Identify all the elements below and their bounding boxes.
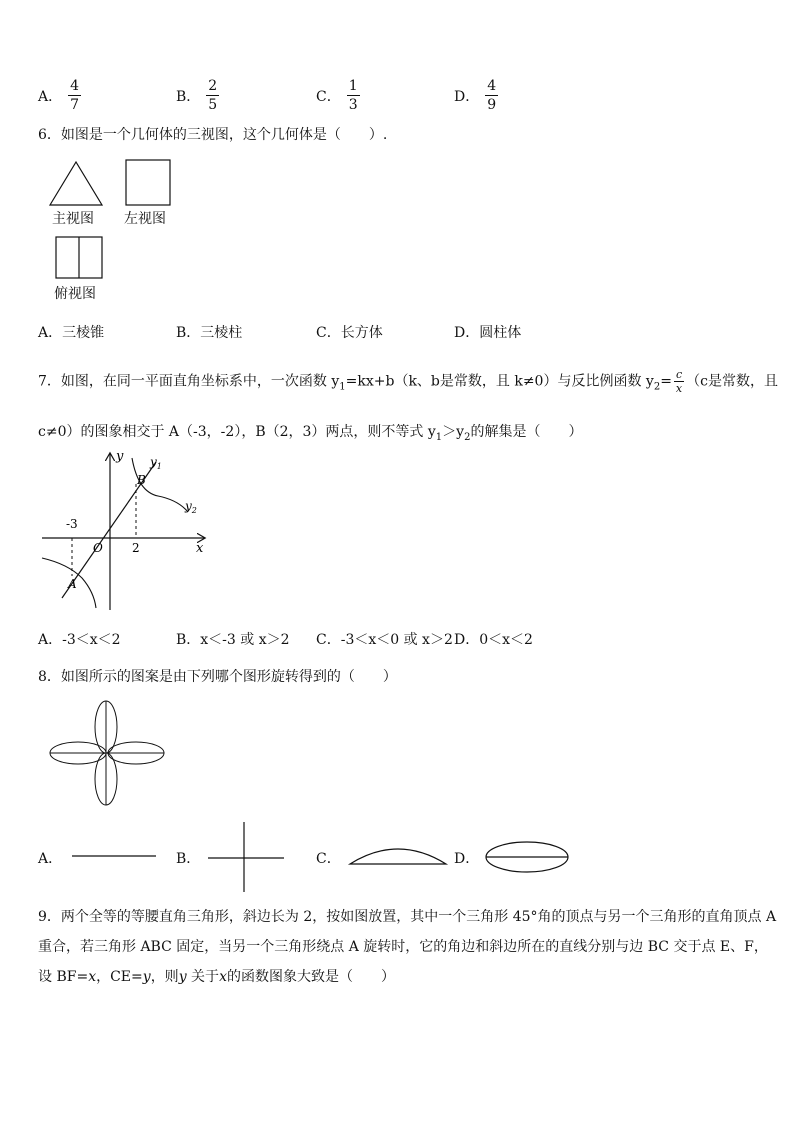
q5-option-c-fraction: $\frac{1}{3}$ bbox=[348, 78, 358, 113]
q8-stem: 8．如图所示的图案是由下列哪个图形旋转得到的（ ） bbox=[38, 669, 397, 685]
point-b-label: B bbox=[137, 473, 146, 487]
curve-y1-label: $y_1$ bbox=[150, 455, 162, 471]
q6-stem: 6．如图是一个几何体的三视图，这个几何体是（ ）. bbox=[38, 127, 388, 143]
q5-option-a-fraction: $\frac{4}{7}$ bbox=[70, 78, 80, 113]
q9-stem-line1: 9．两个全等的等腰直角三角形，斜边长为 2，按如图放置，其中一个三角形 45°角的顶点与另一个三角形的直角顶点 A bbox=[38, 909, 777, 925]
q6-option-b: B．三棱柱 bbox=[176, 325, 243, 341]
q5-option-b: B． $\frac{2}{5}$ bbox=[176, 78, 218, 113]
front-view-label: 主视图 bbox=[52, 211, 94, 227]
q8-option-a-label: A． bbox=[38, 851, 63, 867]
q7-stem-line2: c≠0）的图象相交于 A（-3，-2），B（2，3）两点，则不等式 $y_1>y_2$的解集是（ ） bbox=[38, 424, 583, 443]
point-a-label: A bbox=[68, 577, 77, 591]
q6-option-d: D．圆柱体 bbox=[454, 325, 522, 341]
q9-stem-line3: 设 BF=x，CE=y，则y 关于x的函数图象大致是（ ） bbox=[38, 969, 395, 985]
x-axis-label: x bbox=[196, 541, 204, 556]
q8-option-b-label: B． bbox=[176, 851, 201, 867]
left-view-square bbox=[126, 160, 170, 205]
left-view-label: 左视图 bbox=[124, 211, 166, 227]
q5-option-c: C． $\frac{1}{3}$ bbox=[316, 78, 358, 113]
q7-graph bbox=[38, 448, 218, 618]
q5-option-b-fraction: $\frac{2}{5}$ bbox=[208, 78, 218, 113]
q7-option-a: A．-3＜x＜2 bbox=[38, 632, 121, 648]
q8-option-c-label: C． bbox=[316, 851, 341, 867]
tick-label-neg3: -3 bbox=[66, 517, 78, 531]
q7-option-d: D．0＜x＜2 bbox=[454, 632, 533, 648]
q7-option-c: C．-3＜x＜0 或 x＞2 bbox=[316, 632, 453, 648]
q5-option-d-fraction: $\frac{4}{9}$ bbox=[487, 78, 497, 113]
q8-option-b-figure bbox=[204, 820, 288, 894]
front-view-triangle bbox=[50, 162, 102, 205]
q7-stem-line1: 7．如图，在同一平面直角坐标系中，一次函数 $y_1=kx+b(k$、b是常数，且 k≠0）与反比例函数 $y_2=$ $\frac{c}{x}$ （c是常数，且 bbox=[38, 368, 778, 395]
half-ellipse bbox=[350, 849, 446, 864]
q6-option-c: C．长方体 bbox=[316, 325, 383, 341]
tick-label-2: 2 bbox=[132, 541, 140, 555]
q7-option-b: B．x＜-3 或 x＞2 bbox=[176, 632, 290, 648]
q8-option-c-figure bbox=[346, 840, 450, 870]
q9-stem-line2: 重合，若三角形 ABC 固定，当另一个三角形绕点 A 旋转时，它的角边和斜边所在的直线分别与边 BC 交于点 E、F， bbox=[38, 939, 768, 955]
curve-y2-label: $y_2$ bbox=[185, 499, 197, 515]
q8-option-d-label: D． bbox=[454, 851, 480, 867]
q5-option-a: A． $\frac{4}{7}$ bbox=[38, 78, 80, 113]
origin-label: O bbox=[93, 541, 103, 555]
q8-option-d-figure bbox=[482, 838, 574, 876]
y-axis-label: y bbox=[116, 449, 124, 464]
q8-option-a-figure bbox=[70, 845, 160, 865]
top-view-label: 俯视图 bbox=[54, 286, 96, 302]
q7-inline-fraction: $\frac{c}{x}$ bbox=[675, 368, 683, 395]
q6-option-a: A．三棱锥 bbox=[38, 325, 105, 341]
q5-option-d: D． $\frac{4}{9}$ bbox=[454, 78, 497, 113]
q8-rotation-pattern bbox=[46, 700, 170, 808]
